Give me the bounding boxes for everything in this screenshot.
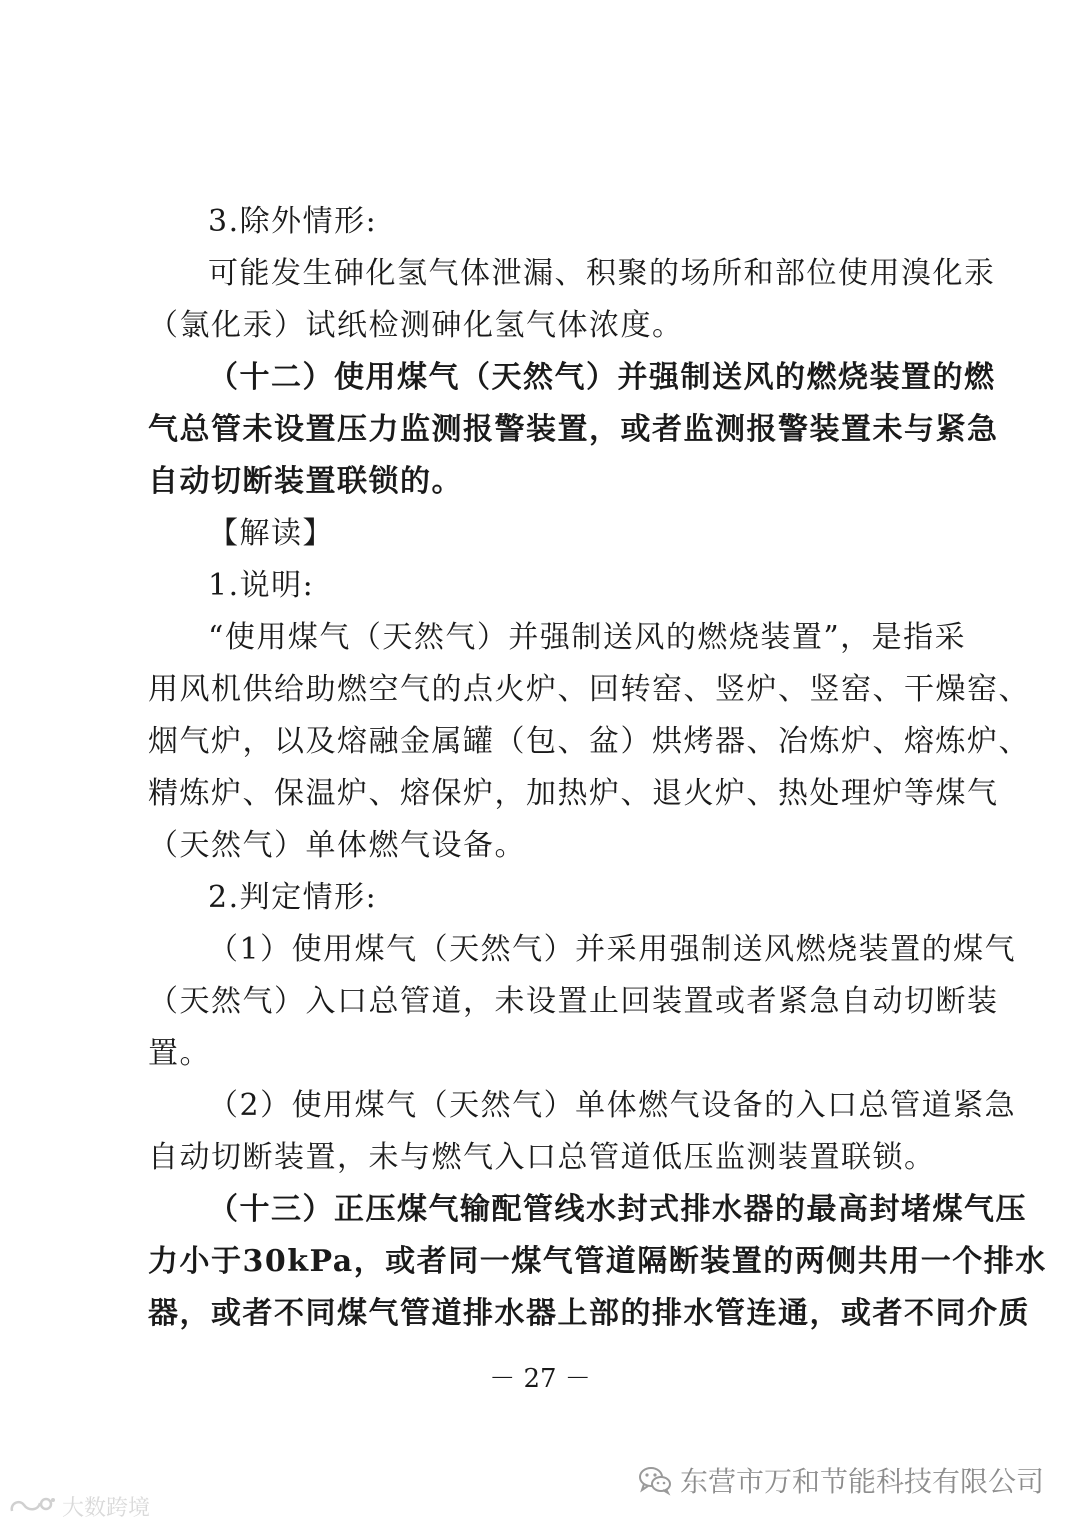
paragraph-line: （氯化汞）试纸检测砷化氢气体浓度。 (148, 308, 684, 343)
subheading-determination: 2.判定情形: (208, 880, 378, 915)
paragraph-line: （天然气）入口总管道，未设置止回装置或者紧急自动切断装 (148, 984, 999, 1019)
dashuju-logo-icon (8, 1495, 56, 1517)
account-name: 东营市万和节能科技有限公司 (679, 1465, 1044, 1498)
subheading-explanation: 1.说明: (208, 568, 315, 603)
section-heading-12-line: 自动切断装置联锁的。 (148, 464, 463, 499)
interpretation-label: 【解读】 (208, 516, 334, 551)
paragraph-line: （天然气）单体燃气设备。 (148, 828, 526, 863)
section-heading-13-line: 器，或者不同煤气管道排水器上部的排水管连通，或者不同介质 (148, 1296, 1030, 1331)
section-heading-13-line: 力小于30kPa，或者同一煤气管道隔断装置的两侧共用一个排水 (148, 1244, 1047, 1279)
paragraph-line: 可能发生砷化氢气体泄漏、积聚的场所和部位使用溴化汞 (208, 256, 996, 291)
account-watermark (638, 1460, 1044, 1500)
site-watermark (8, 1490, 150, 1522)
paragraph-line: 用风机供给助燃空气的点火炉、回转窑、竖炉、竖窑、干燥窑、 (148, 672, 1030, 707)
wechat-icon (638, 1465, 672, 1495)
section-heading-12-line: 气总管未设置压力监测报警装置，或者监测报警装置未与紧急 (148, 412, 999, 447)
document-body (148, 196, 1047, 1340)
paragraph-line: 自动切断装置，未与燃气入口总管道低压监测装置联锁。 (148, 1140, 936, 1175)
paragraph-line: （1）使用煤气（天然气）并采用强制送风燃烧装置的煤气 (208, 932, 1017, 967)
site-name: 大数跨境 (62, 1495, 151, 1521)
page-number: － 27 － (489, 1364, 591, 1394)
paragraph-line: 烟气炉，以及熔融金属罐（包、盆）烘烤器、冶炼炉、熔炼炉、 (148, 724, 1030, 759)
section-heading-12: （十二）使用煤气（天然气）并强制送风的燃烧装置的燃 (208, 360, 996, 395)
paragraph-line: 精炼炉、保温炉、熔保炉，加热炉、退火炉、热处理炉等煤气 (148, 776, 999, 811)
subheading-exceptions: 3.除外情形: (208, 204, 378, 239)
section-heading-13: （十三）正压煤气输配管线水封式排水器的最高封堵煤气压 (208, 1192, 1027, 1227)
paragraph-line: （2）使用煤气（天然气）单体燃气设备的入口总管道紧急 (208, 1088, 1017, 1123)
paragraph-line: “使用煤气（天然气）并强制送风的燃烧装置”，是指采 (208, 620, 967, 655)
paragraph-line: 置。 (148, 1036, 211, 1071)
